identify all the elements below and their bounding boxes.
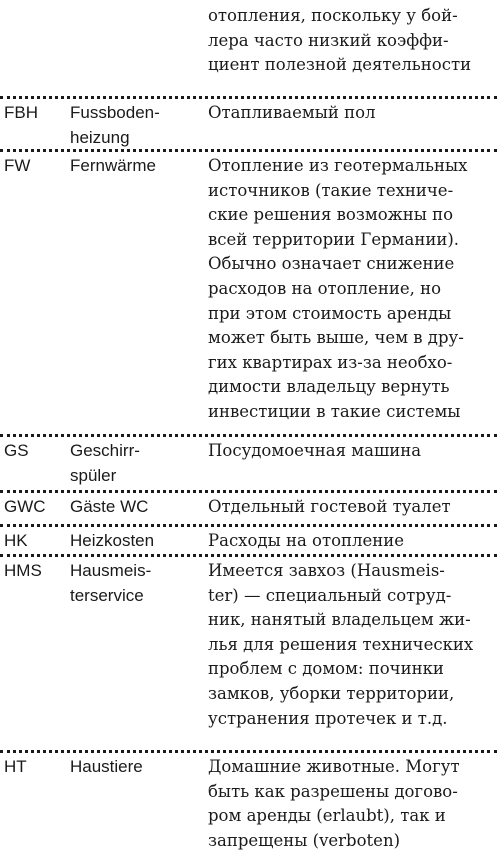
german-term-cell: Geschirr- spüler — [70, 441, 140, 485]
german-term-cell: Fernwärme — [70, 156, 156, 175]
german-term-cell: Hausmeis- terservice — [70, 561, 152, 605]
abbreviation-cell: FW — [4, 156, 31, 175]
table-row — [0, 554, 497, 750]
abbreviation-cell: GWC — [4, 497, 46, 516]
german-term-cell: Fussboden- heizung — [70, 103, 160, 147]
table-row — [0, 490, 497, 524]
russian-description-cell: Отапливаемый пол — [208, 103, 376, 122]
table-row — [0, 750, 497, 865]
russian-description-cell: Отопление из геотермальных источников (такие техниче- ские решения возможны по всей территории Германии). Обычно означает снижение расходов на отопление, но при этом стоимость аренды может быть выше, чем в дру- гих квартирах из-за необхо- димости владельцу вернуть инвестиции в такие системы — [208, 156, 468, 421]
abbreviation-cell: GS — [4, 441, 29, 460]
german-term-cell: Heizkosten — [70, 531, 155, 550]
abbreviation-cell: HK — [4, 531, 28, 550]
german-term-cell: Haustiere — [70, 757, 143, 776]
russian-description-cell: Посудомоечная машина — [208, 441, 422, 460]
table-row — [0, 524, 497, 554]
abbreviation-cell: HMS — [4, 561, 42, 580]
russian-description-cell: Расходы на отопление — [208, 531, 405, 550]
russian-description-cell: Имеется завхоз (Hausmeis- ter) — специальный сотруд- ник, нанятый владельцем жи- лья для решения технических проблем с домом: починки замков, уборки территории, устранения протечек и т.д. — [208, 561, 474, 728]
abbreviation-cell: FBH — [4, 103, 38, 122]
table-row — [0, 0, 497, 96]
table-row — [0, 434, 497, 490]
russian-description-cell: Отдельный гостевой туалет — [208, 497, 451, 516]
russian-description-cell: Домашние животные. Могут быть как разрешены догово- ром аренды (erlaubt), так и запрещены (verboten) — [208, 757, 460, 850]
table-row — [0, 96, 497, 149]
abbreviation-cell: HT — [4, 757, 27, 776]
german-term-cell: Gäste WC — [70, 497, 149, 516]
table-row — [0, 149, 497, 434]
russian-description-cell: отопления, поскольку у бой- лера часто низкий коэффи- циент полезной деятельности — [208, 6, 472, 75]
